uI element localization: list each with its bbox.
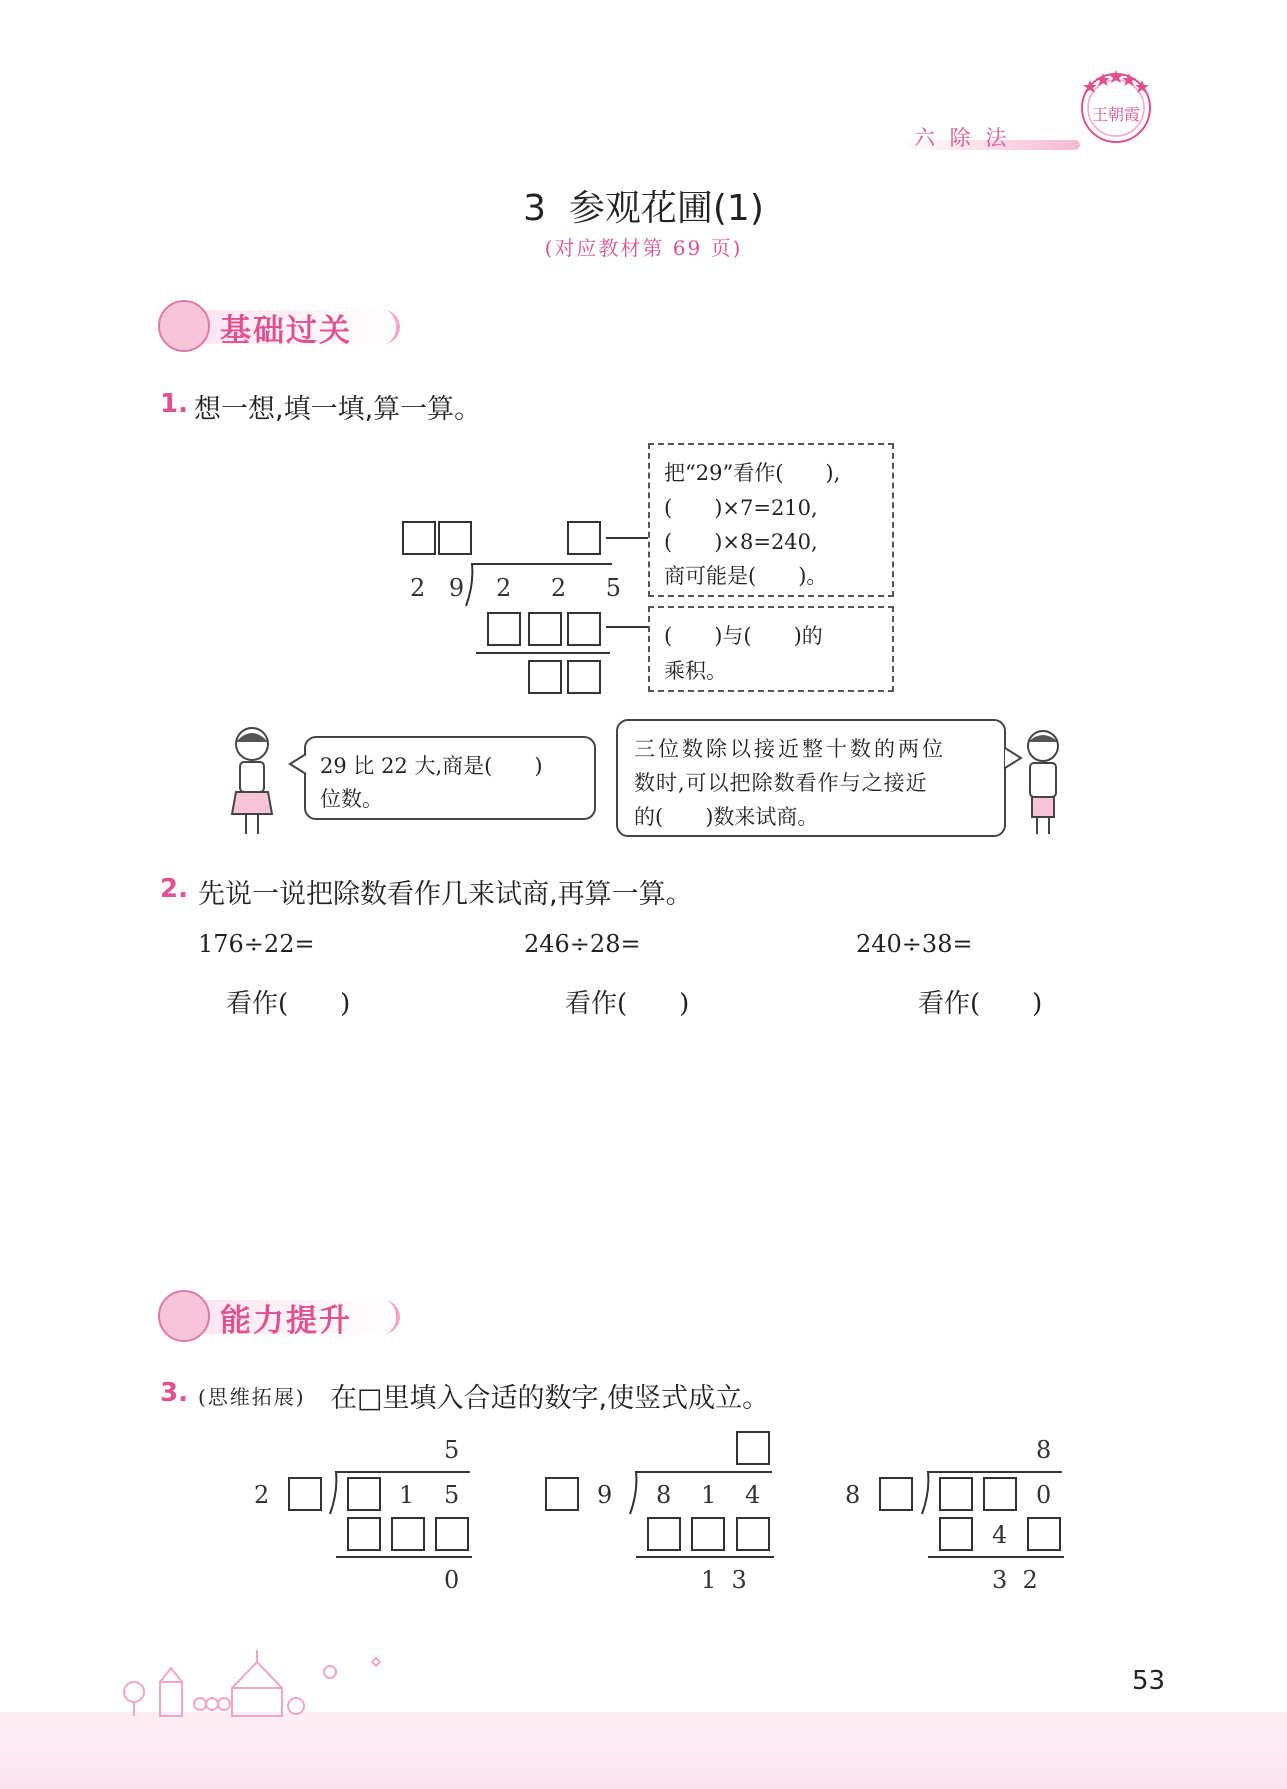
- teacher-avatar-icon: [158, 1290, 210, 1342]
- chapter-title: 六 除 法: [914, 126, 1011, 150]
- q3-p3-divisor-box[interactable]: [879, 1477, 913, 1511]
- page-title: 3 参观花圃(1): [523, 188, 764, 229]
- bubble-line: 数时,可以把除数看作与之接近: [634, 771, 928, 795]
- q1-connector-line: [606, 537, 648, 539]
- q3-p2-divisor-box[interactable]: [545, 1477, 579, 1511]
- q3-p1-divisor-lead: 2: [254, 1481, 270, 1509]
- hint-line: ( )×7=210,: [664, 496, 818, 520]
- q3-p2-dividend-digit: 8: [656, 1481, 672, 1509]
- hint-line: 乘积。: [664, 659, 727, 683]
- q1-quotient-box[interactable]: [567, 521, 601, 555]
- q3-p3-subtract-line: [928, 1556, 1064, 1558]
- bubble-line: 29 比 22 大,商是( ): [320, 754, 543, 778]
- q3-p1-quotient: 5: [444, 1436, 460, 1464]
- q1-product-box[interactable]: [567, 612, 601, 646]
- page-subtitle: (对应教材第 69 页): [544, 236, 743, 260]
- q1-hint-box-2: [648, 606, 894, 692]
- q3-p3-remainder: 3 2: [992, 1566, 1038, 1594]
- hint-line: ( )与( )的: [664, 624, 823, 648]
- q3-p1-dividend-box[interactable]: [347, 1477, 381, 1511]
- q3-p3-dividend-tail: 0: [1036, 1481, 1052, 1509]
- q3-p3-product-box[interactable]: [939, 1517, 973, 1551]
- logo-text: 王朝霞: [1091, 105, 1140, 124]
- q2-expression: 176÷22=: [198, 930, 315, 958]
- town-illustration-icon: [120, 1648, 400, 1718]
- q3-p1-product-box[interactable]: [435, 1517, 469, 1551]
- q3-p1-remainder: 0: [444, 1566, 460, 1594]
- q3-p3-product-box[interactable]: [1027, 1517, 1061, 1551]
- q1-prompt: 想一想,填一填,算一算。: [194, 394, 482, 425]
- q3-p3-product-mid: 4: [992, 1521, 1008, 1549]
- q2-estimate[interactable]: 看作( ): [918, 989, 1043, 1019]
- teacher-avatar-icon: [158, 300, 210, 352]
- bubble-line: 的( )数来试商。: [634, 805, 819, 829]
- hint-line: ( )×8=240,: [664, 530, 818, 554]
- q1-quotient-box[interactable]: [402, 521, 436, 555]
- q1-connector-line: [606, 626, 648, 628]
- q1-remainder-box[interactable]: [567, 660, 601, 694]
- q3-p1-dividend-digit: 1: [399, 1481, 415, 1509]
- q2-expression: 240÷38=: [856, 930, 973, 958]
- q3-p1-divisor-box[interactable]: [288, 1477, 322, 1511]
- q3-prompt: 在□里填入合适的数字,使竖式成立。: [330, 1383, 770, 1414]
- q1-divisor: 2 9: [410, 574, 473, 602]
- q2-number: 2.: [160, 874, 188, 904]
- section-ability: [158, 1290, 408, 1340]
- q3-p1-subtract-line: [336, 1556, 472, 1558]
- q2-estimate[interactable]: 看作( ): [565, 989, 690, 1019]
- chapter-header: [900, 118, 1080, 158]
- q3-p2-divisor-tail: 9: [597, 1481, 613, 1509]
- q3-p2-subtract-line: [636, 1556, 774, 1558]
- q2-estimate[interactable]: 看作( ): [226, 989, 351, 1019]
- girl-illustration-icon: [228, 724, 276, 838]
- q3-p2-product-box[interactable]: [736, 1517, 770, 1551]
- publisher-logo: [1076, 66, 1156, 146]
- footer-band: [0, 1712, 1287, 1789]
- hint-line: 把“29”看作( ),: [664, 461, 841, 485]
- q1-dividend: 2 2 5: [496, 574, 638, 602]
- q3-p2-dividend-digit: 4: [745, 1481, 761, 1509]
- q1-product-box[interactable]: [528, 612, 562, 646]
- q2-expression: 246÷28=: [524, 930, 641, 958]
- q3-p3-divisor-lead: 8: [845, 1481, 861, 1509]
- q3-p3-quotient: 8: [1036, 1436, 1052, 1464]
- q1-product-box[interactable]: [487, 612, 521, 646]
- q1-subtract-line: [476, 652, 610, 654]
- page-number: 53: [1132, 1666, 1166, 1696]
- q3-p3-dividend-box[interactable]: [983, 1477, 1017, 1511]
- q3-number: 3.: [160, 1378, 188, 1408]
- bubble-line: 三位数除以接近整十数的两位: [634, 737, 946, 761]
- q3-p1-product-box[interactable]: [347, 1517, 381, 1551]
- q3-p2-quotient-box[interactable]: [736, 1431, 770, 1465]
- q3-p1-product-box[interactable]: [391, 1517, 425, 1551]
- q3-p1-dividend-digit: 5: [444, 1481, 460, 1509]
- boy-illustration-icon: [1020, 726, 1066, 838]
- q1-hint-box-1: [648, 443, 894, 597]
- q3-tag: (思维拓展): [198, 1385, 306, 1409]
- q1-number: 1.: [160, 389, 188, 419]
- q3-p2-dividend-digit: 1: [701, 1481, 717, 1509]
- q3-p3-dividend-box[interactable]: [939, 1477, 973, 1511]
- section-basic: [158, 300, 408, 350]
- boy-speech-bubble: [616, 719, 1006, 837]
- q3-p2-product-box[interactable]: [691, 1517, 725, 1551]
- q1-remainder-box[interactable]: [528, 660, 562, 694]
- section-ability-title: 能力提升: [220, 1303, 352, 1339]
- bubble-tail-icon: [288, 752, 308, 776]
- q3-p2-product-box[interactable]: [647, 1517, 681, 1551]
- q3-p2-remainder: 1 3: [701, 1566, 747, 1594]
- q2-prompt: 先说一说把除数看作几来试商,再算一算。: [198, 879, 693, 910]
- girl-speech-bubble: [304, 736, 596, 820]
- bubble-line: 位数。: [320, 787, 383, 811]
- q1-quotient-box[interactable]: [438, 521, 472, 555]
- section-basic-title: 基础过关: [220, 313, 352, 349]
- hint-line: 商可能是( )。: [664, 564, 828, 588]
